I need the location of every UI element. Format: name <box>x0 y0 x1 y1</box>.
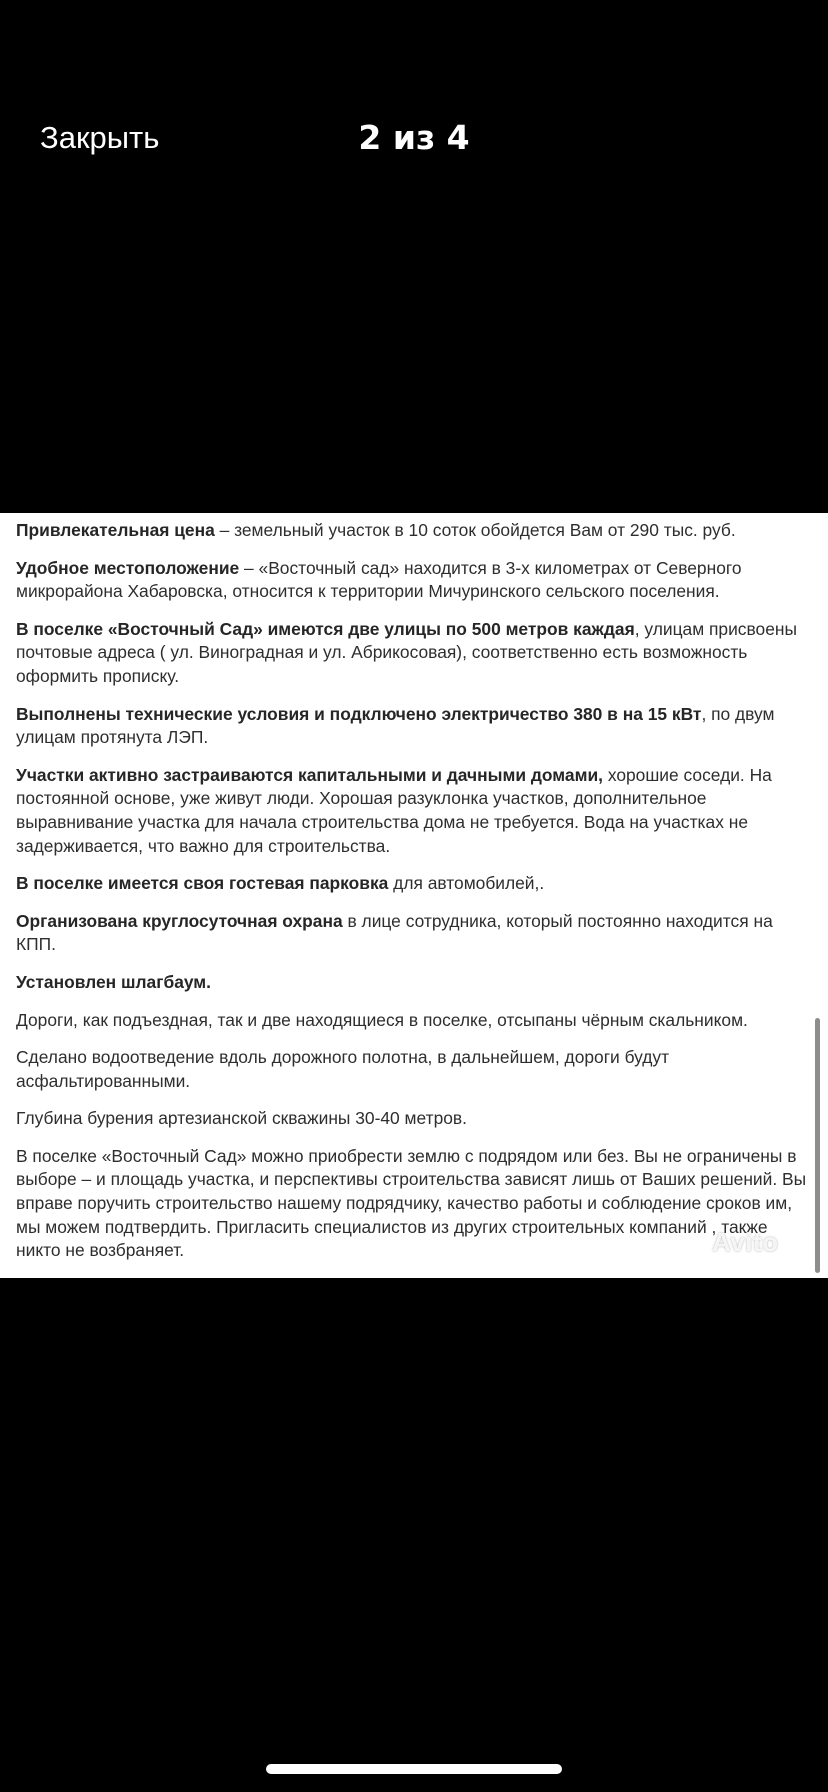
close-button[interactable]: Закрыть <box>40 120 160 155</box>
paragraph-parking: В поселке имеется своя гостевая парковка для автомобилей,. <box>16 873 545 894</box>
paragraph-drainage: Сделано водоотведение вдоль дорожного полотна, в дальнейшем, дороги будут асфальтированными. <box>16 1047 670 1091</box>
paragraph-electricity: Выполнены технические условия и подключено электричество 380 в на 15 кВт, по двум улицам протянута ЛЭП. <box>16 703 775 748</box>
paragraph-security: Организована круглосуточная охрана в лице сотрудника, который постоянно находится на КПП. <box>16 910 773 955</box>
paragraph-barrier: Установлен шлагбаум. <box>16 971 212 992</box>
paragraph-price: Привлекательная цена – земельный участок в 10 соток обойдется Вам от 290 тыс. руб. <box>16 520 736 540</box>
paragraph-location: Удобное местоположение – «Восточный сад» находится в 3-х километрах от Северного микрорайона Хабаровска, относится к территории Мичуринского сельского поселения. <box>16 557 742 602</box>
photo-scrollbar[interactable] <box>815 1018 820 1273</box>
paragraph-contract: В поселке «Восточный Сад» можно приобрести землю с подрядом или без. Вы не ограничены в выборе – и площадь участка, и перспективы строительства зависят лишь от Ваших решений. Вы вправе поручить строительство нашему подрядчику, качество работы и соблюдение сроков им, мы можем подтвердить. Пригласить специалистов из других строительных компаний , также никто не возбраняет. <box>16 1145 807 1261</box>
listing-photo[interactable] <box>0 513 828 1278</box>
home-indicator[interactable] <box>266 1764 562 1774</box>
paragraph-roads: Дороги, как подъездная, так и две находящиеся в поселке, отсыпаны чёрным скальником. <box>16 1009 748 1030</box>
paragraph-well: Глубина бурения артезианской скважины 30-40 метров. <box>16 1108 467 1129</box>
paragraph-construction: Участки активно застраиваются капитальными и дачными домами, хорошие соседи. На постоянной основе, уже живут люди. Хорошая разуклонка участков, дополнительное выравнивание участка для начала строительства дома не требуется. Вода на участках не задерживается, что важно для строительства. <box>16 764 772 856</box>
image-counter: 2 из 4 <box>358 118 470 157</box>
avito-watermark: Avito <box>712 1227 779 1257</box>
photo-text-document <box>16 519 816 1277</box>
paragraph-streets: В поселке «Восточный Сад» имеются две улицы по 500 метров каждая, улицам присвоены почтовые адреса ( ул. Виноградная и ул. Абрикосовая), соответственно есть возможность оформить прописку. <box>16 618 797 686</box>
